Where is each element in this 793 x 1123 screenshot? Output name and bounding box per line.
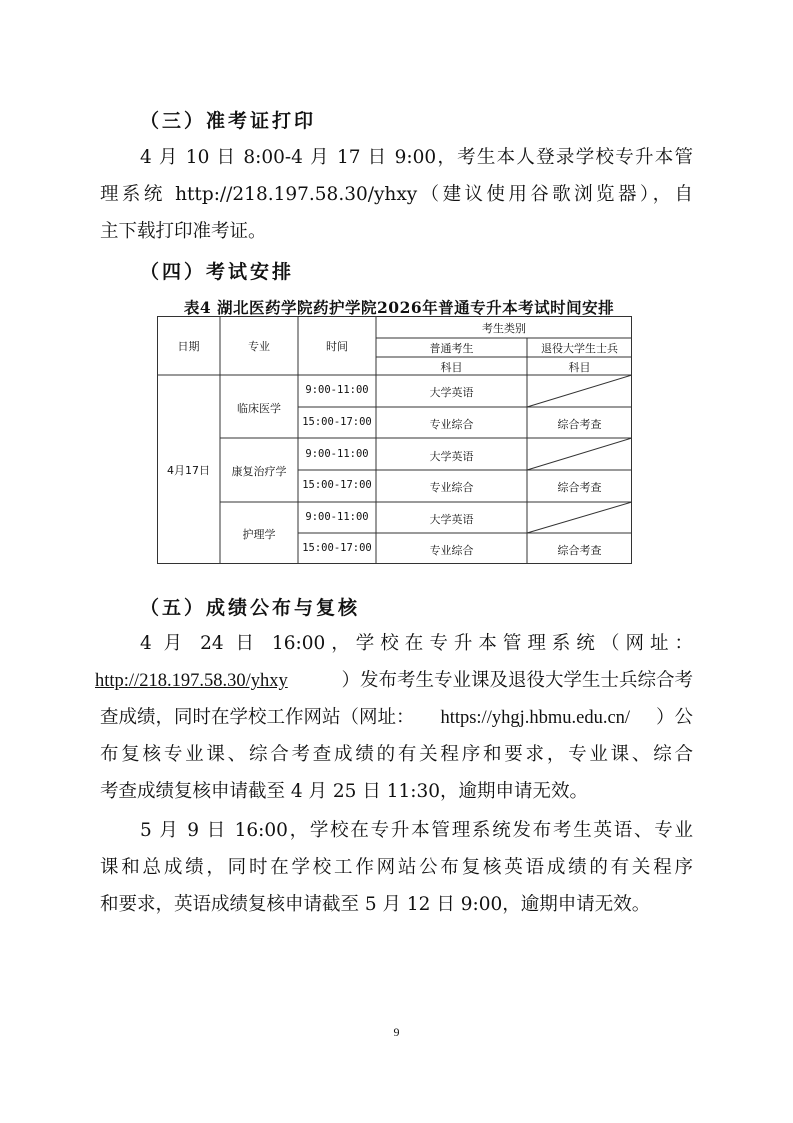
exam-schedule-table (157, 316, 632, 564)
section-4-heading: （四）考试安排 (140, 261, 295, 283)
empty-cell-slash (527, 438, 632, 470)
section-5-heading: （五）成绩公布与复核 (140, 597, 361, 619)
header-time: 时间 (326, 340, 348, 353)
time-cell: 9:00-11:00 (305, 448, 369, 460)
subject-normal-cell: 大学英语 (429, 513, 474, 526)
subject-normal-cell: 专业综合 (429, 544, 474, 557)
section-3-line-2: 理系统 http://218.197.58.30/yhxy（建议使用谷歌浏览器），自 (100, 184, 693, 205)
header-date: 日期 (177, 340, 200, 353)
section-5-line-5: 考查成绩复核申请截至 4 月 25 日 11:30，逾期申请无效。 (100, 781, 589, 802)
subject-veteran-cell: 综合考查 (557, 481, 602, 494)
section-5-p2-line-3: 和要求，英语成绩复核申请截至 5 月 12 日 9:00，逾期申请无效。 (100, 894, 651, 915)
section-5-line-4: 布复核专业课、综合考查成绩的有关程序和要求，专业课、综合 (100, 744, 693, 765)
major-cell: 临床医学 (237, 402, 281, 415)
section-5-line-3-text-a: 查成绩，同时在学校工作网站（网址： (100, 707, 415, 728)
time-cell: 15:00-17:00 (302, 416, 372, 428)
section-5-line-2 (95, 669, 693, 693)
section-5-p2-line-2: 课和总成绩，同时在学校工作网站公布复核英语成绩的有关程序 (100, 857, 693, 878)
section-3-heading: （三）准考证打印 (140, 110, 317, 132)
date-cell: 4月17日 (167, 464, 210, 477)
major-cell: 护理学 (242, 528, 276, 541)
section-5-line-3-text-b: ）公 (655, 707, 693, 728)
section-5-p2-line-1: 5 月 9 日 16:00，学校在专升本管理系统发布考生英语、专业 (140, 820, 693, 841)
section-3-line-1: 4 月 10 日 8:00-4 月 17 日 9:00，考生本人登录学校专升本管 (140, 147, 693, 168)
section-3-line-3: 主下载打印准考证。 (100, 221, 267, 242)
subject-veteran-cell: 综合考查 (557, 418, 602, 431)
section-5-line-1: 4 月 24 日 16:00，学校在专升本管理系统（网址： (140, 633, 693, 654)
header-subject-veteran: 科目 (568, 361, 591, 374)
header-veteran: 退役大学生士兵 (541, 342, 618, 355)
website-url-link[interactable]: https://yhgj.hbmu.edu.cn/ (440, 708, 631, 728)
system-url-link[interactable]: http://218.197.58.30/yhxy (95, 671, 288, 691)
header-category: 考生类别 (482, 322, 526, 335)
section-5-line-3 (100, 706, 693, 730)
time-cell: 9:00-11:00 (305, 384, 369, 396)
subject-normal-cell: 专业综合 (429, 418, 474, 431)
header-normal: 普通考生 (429, 342, 474, 355)
time-cell: 15:00-17:00 (302, 542, 372, 554)
time-cell: 15:00-17:00 (302, 479, 372, 491)
subject-veteran-cell: 综合考查 (557, 544, 602, 557)
subject-normal-cell: 专业综合 (429, 481, 474, 494)
header-major: 专业 (248, 340, 270, 353)
empty-cell-slash (527, 375, 632, 407)
page-number: 9 (393, 1025, 400, 1039)
time-cell: 9:00-11:00 (305, 511, 369, 523)
header-subject-normal: 科目 (440, 361, 463, 374)
table-title: 表4 湖北医药学院药护学院2026年普通专升本考试时间安排 (183, 298, 615, 317)
subject-normal-cell: 大学英语 (429, 386, 474, 399)
major-cell: 康复治疗学 (231, 465, 287, 478)
subject-normal-cell: 大学英语 (429, 450, 474, 463)
section-5-line-2-text: ）发布考生专业课及退役大学生士兵综合考 (341, 670, 693, 691)
empty-cell-slash (527, 502, 632, 533)
